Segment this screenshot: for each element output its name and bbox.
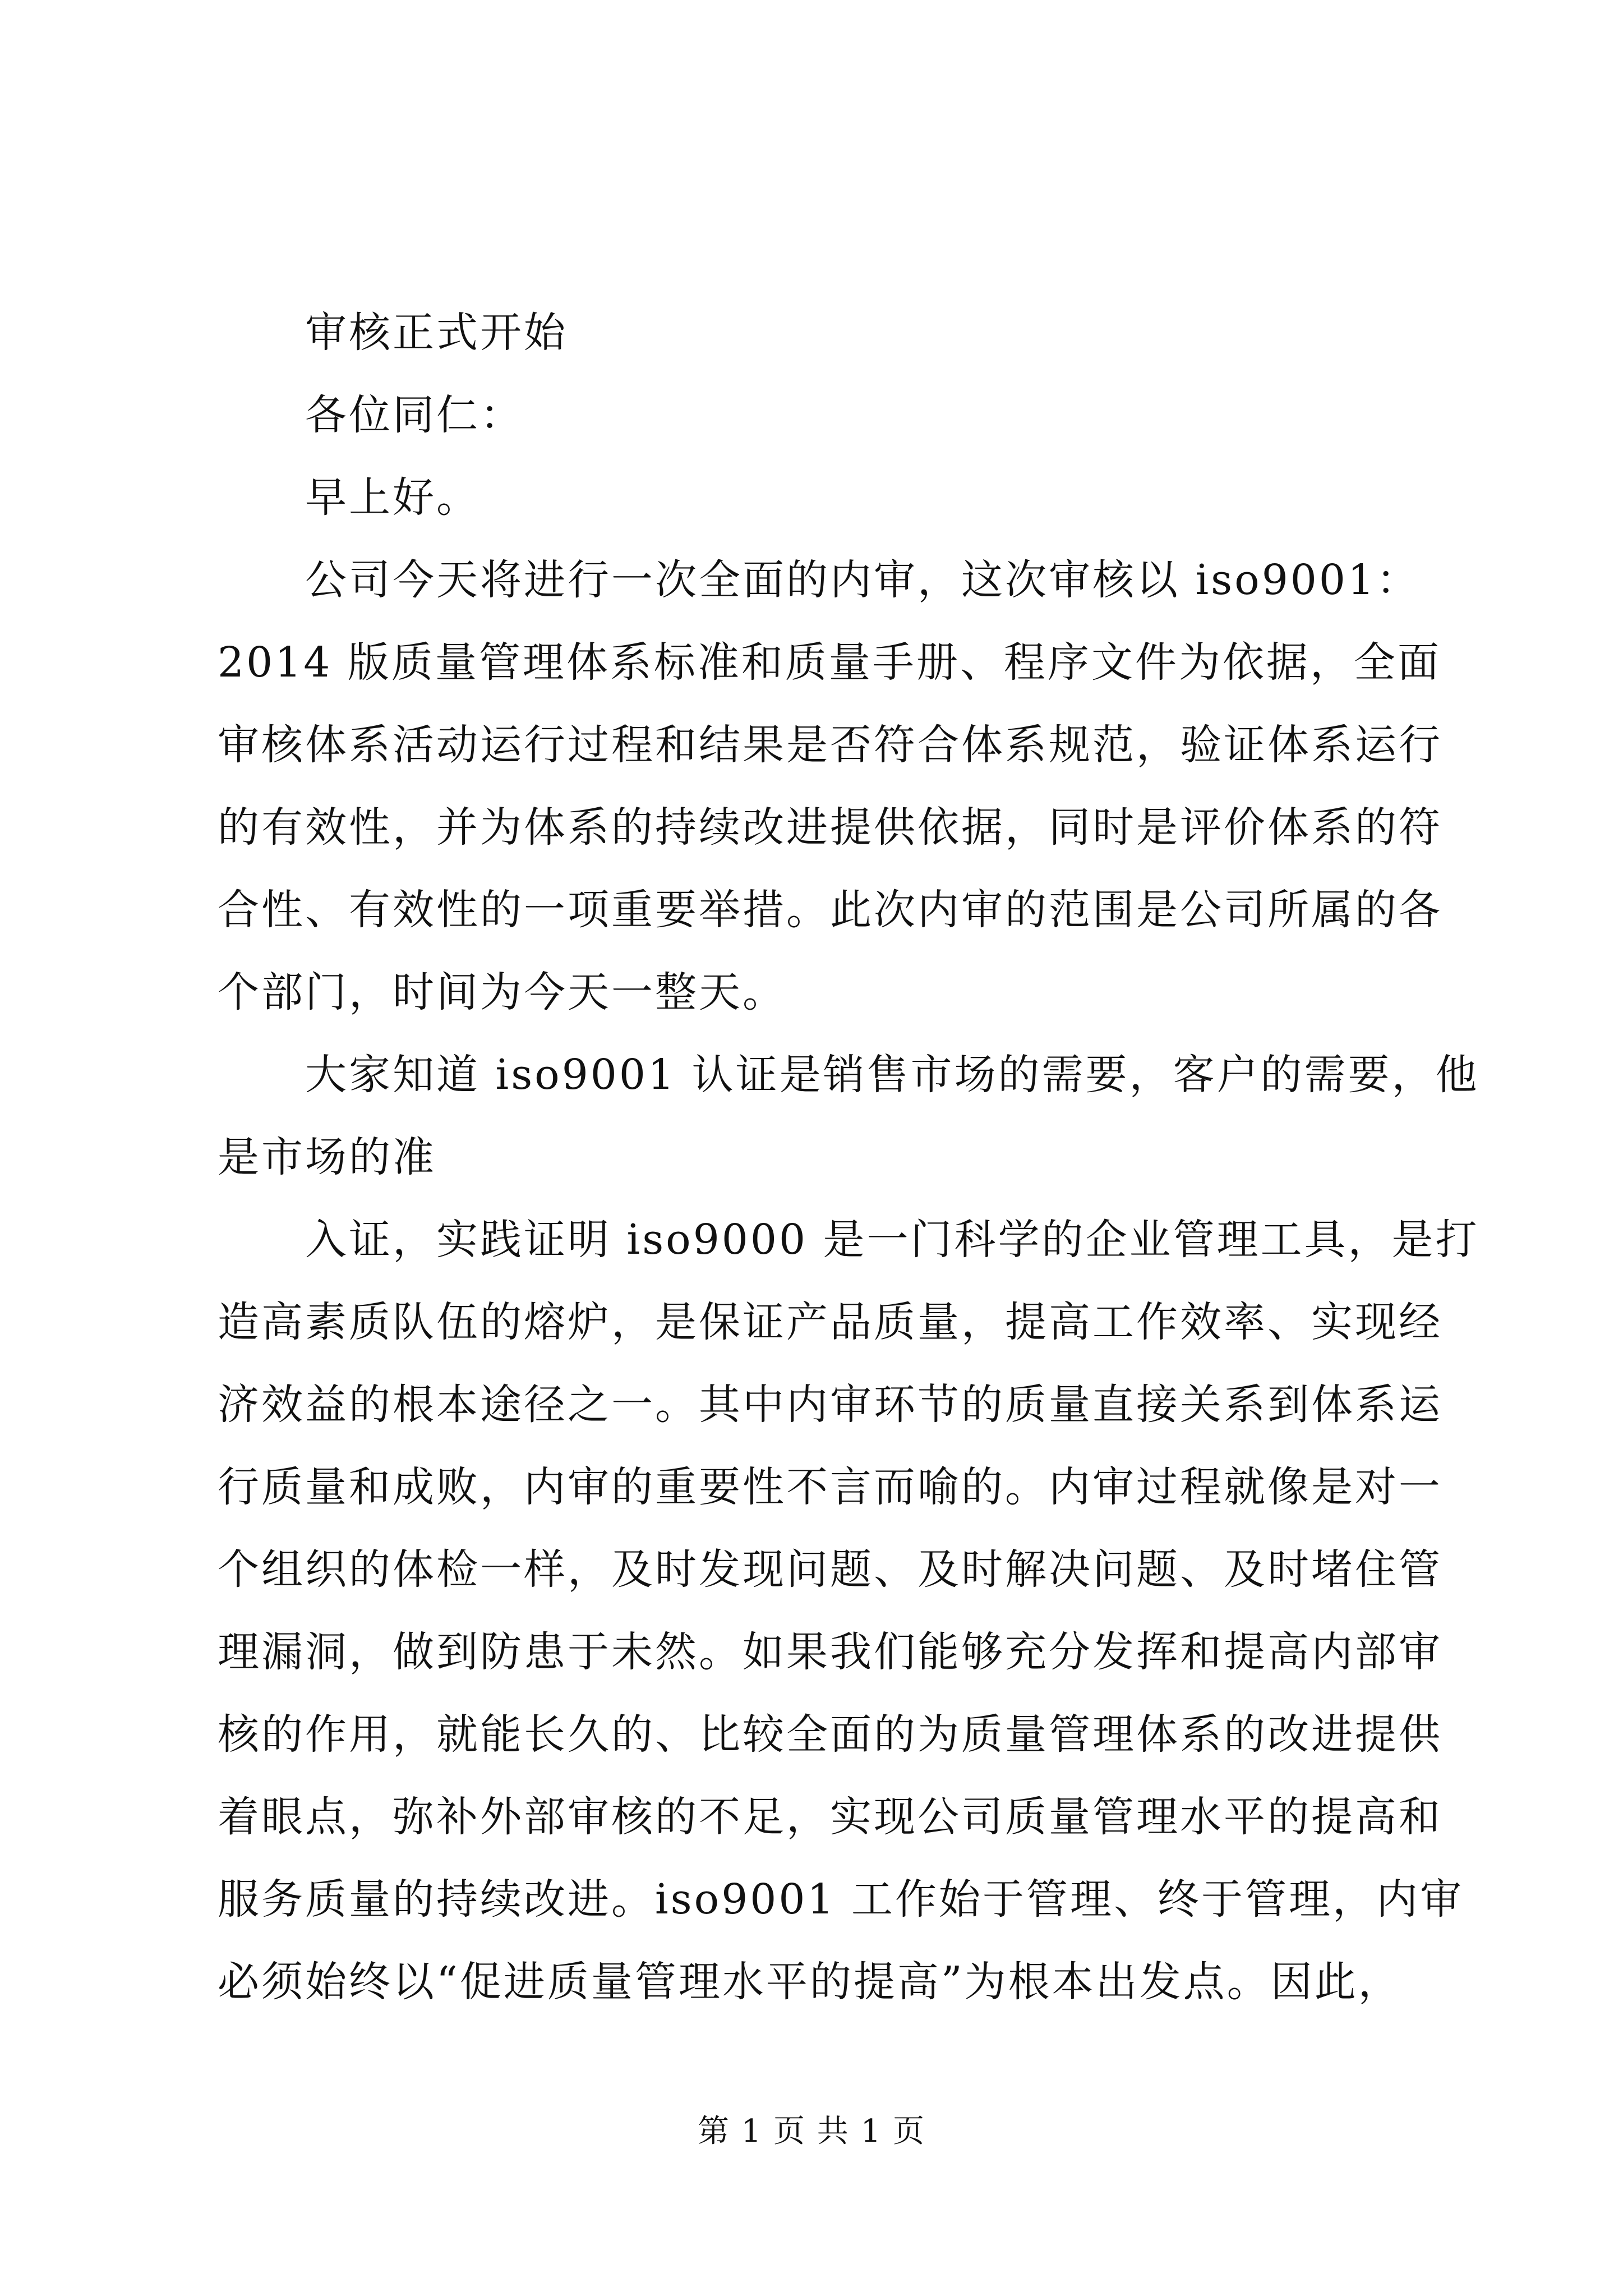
doc-line: 的有效性，并为体系的持续改进提供依据，同时是评价体系的符 — [218, 803, 1442, 852]
doc-line: 2014 版质量管理体系标准和质量手册、程序文件为依据，全面 — [218, 638, 1441, 687]
doc-line: 审核体系活动运行过程和结果是否符合体系规范，验证体系运行 — [218, 721, 1442, 769]
doc-line: 个组织的体检一样，及时发现问题、及时解决问题、及时堵住管 — [218, 1545, 1442, 1594]
document-body — [218, 292, 1479, 2023]
doc-line: 合性、有效性的一项重要举措。此次内审的范围是公司所属的各 — [218, 886, 1442, 934]
doc-line: 着眼点，弥补外部审核的不足，实现公司质量管理水平的提高和 — [218, 1793, 1442, 1841]
doc-line: 造高素质队伍的熔炉，是保证产品质量，提高工作效率、实现经 — [218, 1298, 1442, 1346]
doc-line: 各位同仁： — [218, 391, 524, 439]
doc-line: 入证，实践证明 iso9000 是一门科学的企业管理工具，是打 — [218, 1216, 1479, 1264]
doc-line: 大家知道 iso9001 认证是销售市场的需要，客户的需要，他 — [218, 1051, 1479, 1099]
page-number-label: 第 1 页 共 1 页 — [697, 2113, 926, 2150]
doc-line: 早上好。 — [218, 473, 480, 522]
doc-line: 审核正式开始 — [218, 309, 568, 357]
doc-line: 服务质量的持续改进。iso9001 工作始于管理、终于管理，内审 — [218, 1875, 1464, 1924]
doc-line: 济效益的根本途径之一。其中内审环节的质量直接关系到体系运 — [218, 1381, 1442, 1429]
doc-line: 理漏洞，做到防患于未然。如果我们能够充分发挥和提高内部审 — [218, 1628, 1442, 1676]
doc-line: 核的作用，就能长久的、比较全面的为质量管理体系的改进提供 — [218, 1710, 1442, 1759]
doc-line: 必须始终以“促进质量管理水平的提高”为根本出发点。因此， — [218, 1958, 1402, 2006]
page-footer — [0, 2112, 1623, 2151]
doc-line: 行质量和成败，内审的重要性不言而喻的。内审过程就像是对一 — [218, 1463, 1442, 1511]
doc-line: 是市场的准 — [218, 1133, 436, 1181]
doc-line: 个部门，时间为今天一整天。 — [218, 968, 786, 1016]
doc-line: 公司今天将进行一次全面的内审，这次审核以 iso9001： — [218, 556, 1421, 604]
